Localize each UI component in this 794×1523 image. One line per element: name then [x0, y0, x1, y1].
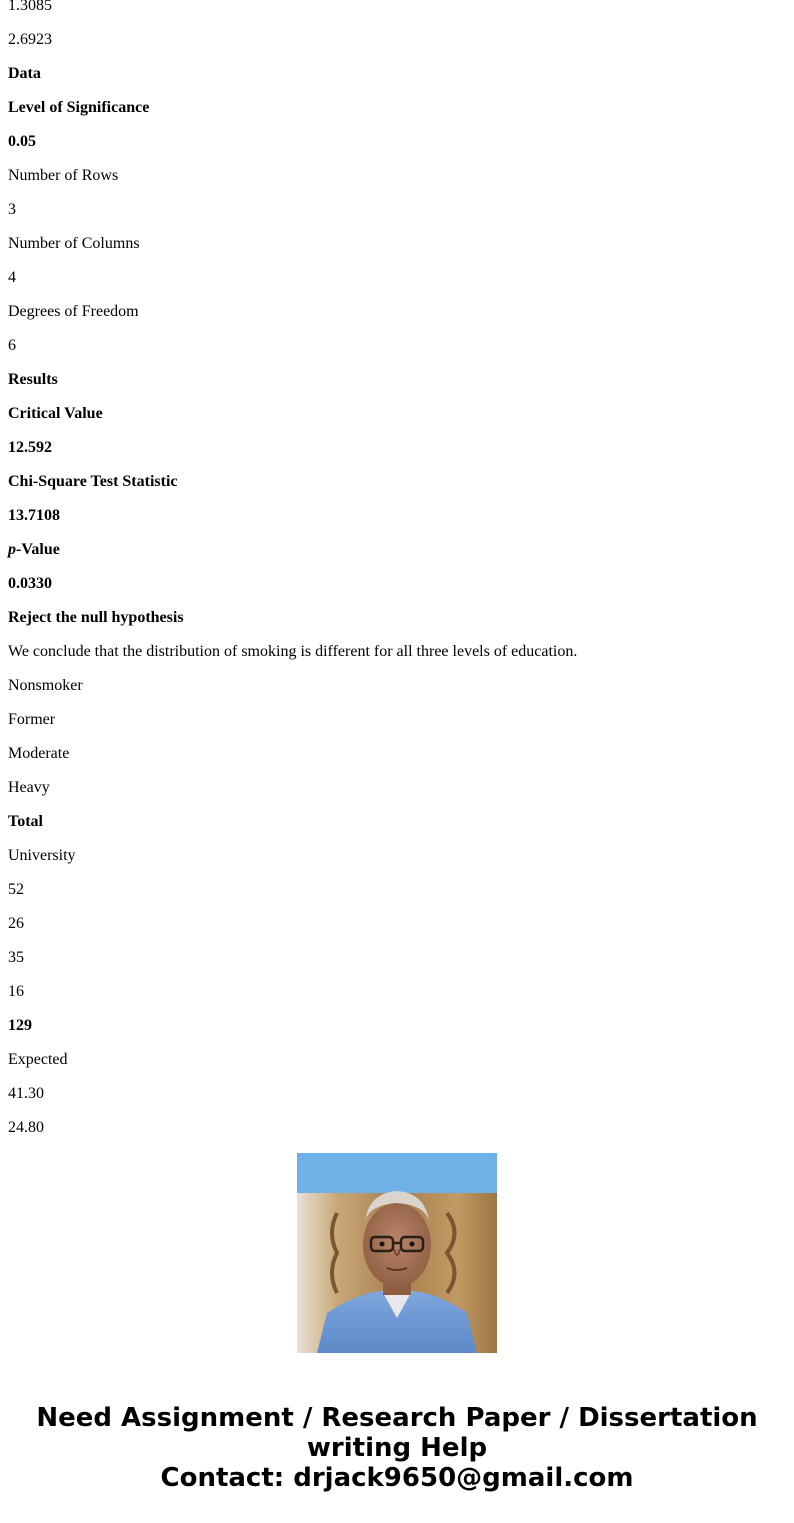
document-line-text: 35: [8, 949, 24, 966]
document-line: [8, 499, 778, 533]
italic-prefix: p: [8, 541, 16, 558]
document-line-text: Total: [8, 813, 43, 830]
document-line: [8, 907, 778, 941]
document-line: [8, 227, 778, 261]
document-line: [8, 533, 778, 567]
document-line: [8, 91, 778, 125]
document-line-text: Number of Columns: [8, 235, 140, 252]
document-line-text: Former: [8, 711, 56, 728]
document-line-text: 12.592: [8, 439, 52, 456]
document-line: [8, 635, 778, 669]
document-line: [8, 1077, 778, 1111]
document-line: [8, 329, 778, 363]
document-line: [8, 873, 778, 907]
document-line-text: 0.0330: [8, 575, 52, 592]
document-line-text: Critical Value: [8, 405, 103, 422]
document-line-text: Chi-Square Test Statistic: [8, 473, 178, 490]
document-line-text: Reject the null hypothesis: [8, 609, 184, 626]
document-line: [8, 601, 778, 635]
document-line-text: Moderate: [8, 745, 70, 762]
profile-photo: [297, 1153, 497, 1353]
document-line: [8, 193, 778, 227]
document-line: [8, 125, 778, 159]
document-line-text: Degrees of Freedom: [8, 303, 139, 320]
document-line-text: We conclude that the distribution of smoking is different for all three levels of education.: [8, 643, 578, 660]
document-line: [8, 57, 778, 91]
document-line: [8, 363, 778, 397]
document-line-text: 13.7108: [8, 507, 60, 524]
promo-contact: Contact: drjack9650@gmail.com: [160, 1463, 634, 1493]
promo-headline: Need Assignment / Research Paper / Dissertation writing Help: [36, 1403, 758, 1463]
document-line-text: Nonsmoker: [8, 677, 83, 694]
document-line: [8, 295, 778, 329]
profile-photo-image: [297, 1153, 497, 1353]
document-line-text: Number of Rows: [8, 167, 119, 184]
document-line-text: Heavy: [8, 779, 50, 796]
document-line: [8, 805, 778, 839]
document-line-text: Expected: [8, 1051, 68, 1068]
document-line: [8, 23, 778, 57]
document-line-text: Results: [8, 371, 58, 388]
document-line-text: -Value: [16, 541, 60, 558]
document-line-text: Data: [8, 65, 41, 82]
document-line: [8, 567, 778, 601]
document-line: [8, 737, 778, 771]
document-line: [8, 1111, 778, 1145]
document-line: [8, 1043, 778, 1077]
document-line: [8, 397, 778, 431]
document-line: [8, 941, 778, 975]
document-line-text: 0.05: [8, 133, 36, 150]
document-line-text: 3: [8, 201, 16, 218]
document-line: [8, 703, 778, 737]
document-line: [8, 0, 778, 23]
document-line-text: 52: [8, 881, 24, 898]
document-lines: [8, 0, 778, 1145]
document-line: [8, 261, 778, 295]
document-line: [8, 669, 778, 703]
document-line-text: 41.30: [8, 1085, 44, 1102]
document-line-text: 129: [8, 1017, 32, 1034]
document-line: [8, 975, 778, 1009]
document-line-text: 26: [8, 915, 24, 932]
document-line: [8, 159, 778, 193]
document-line: [8, 771, 778, 805]
document-line-text: 1.3085: [8, 0, 52, 14]
document-line: [8, 431, 778, 465]
document-line-text: University: [8, 847, 76, 864]
promo-banner: [0, 1403, 794, 1493]
document-line-text: 24.80: [8, 1119, 44, 1136]
document-line: [8, 1009, 778, 1043]
document-line: [8, 465, 778, 499]
document-line-text: 2.6923: [8, 31, 52, 48]
document-line-text: 4: [8, 269, 16, 286]
document-line-text: 16: [8, 983, 24, 1000]
document-line: [8, 839, 778, 873]
document-line-text: Level of Significance: [8, 99, 150, 116]
document-line-text: 6: [8, 337, 16, 354]
